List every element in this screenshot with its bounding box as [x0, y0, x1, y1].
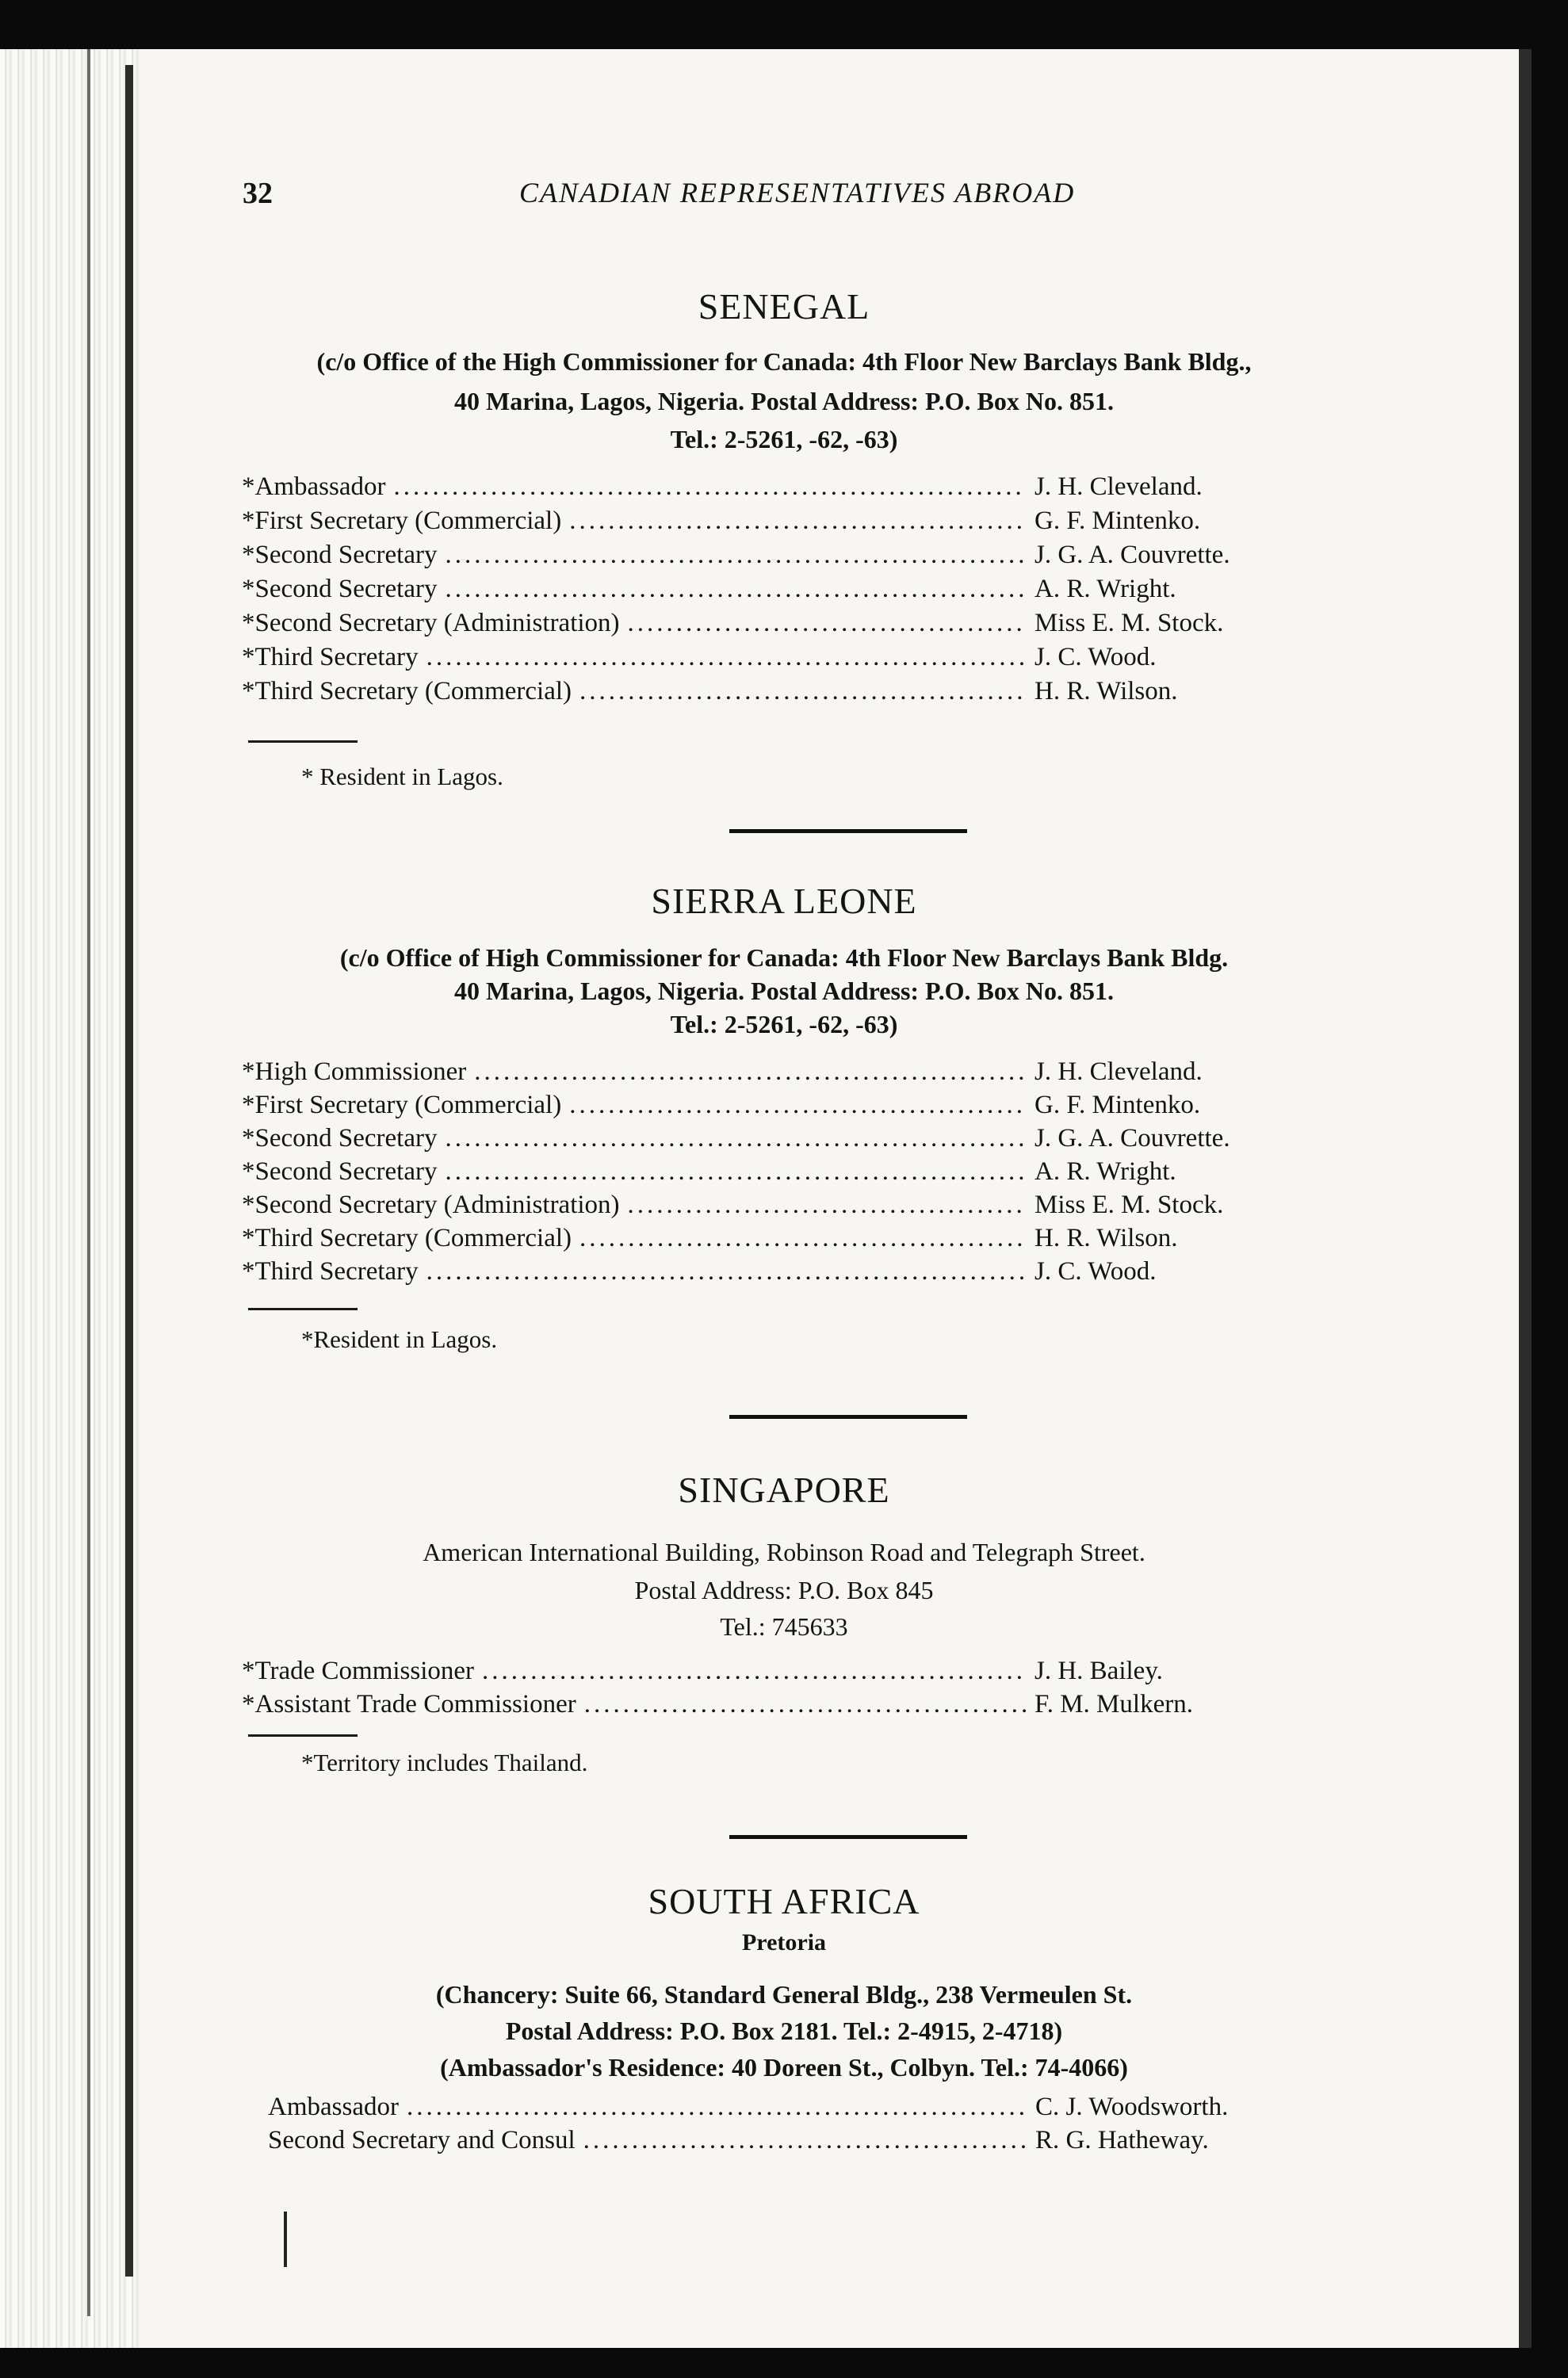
person-name: Miss E. M. Stock. [1034, 1191, 1224, 1219]
leader-dots [474, 1057, 1027, 1087]
singapore-footnote: *Territory includes Thailand. [301, 1749, 588, 1776]
position: Second Secretary and Consul [268, 2126, 576, 2154]
senegal-staff-row [242, 677, 1296, 710]
section-separator [729, 829, 967, 833]
person-name: Miss E. M. Stock. [1034, 609, 1224, 637]
person-name: G. F. Mintenko. [1034, 1091, 1201, 1119]
sierra-leone-address-line-2: 40 Marina, Lagos, Nigeria. Postal Address: P.O. Box No. 851. [453, 977, 1114, 1005]
south-africa-address-line-3: (Ambassador's Residence: 40 Doreen St., Colbyn. Tel.: 74-4066) [440, 2053, 1128, 2082]
sierra-leone-staff-row [242, 1057, 1296, 1091]
sierra-leone-staff-row [242, 1257, 1296, 1290]
leader-dots [426, 1257, 1027, 1286]
leader-dots [628, 609, 1027, 638]
singapore-address-line-3: Tel.: 745633 [720, 1612, 848, 1641]
position: *Second Secretary [242, 575, 438, 603]
position: *Third Secretary [242, 1257, 419, 1286]
singapore-staff-row [242, 1657, 1296, 1690]
sierra-leone-staff-row [242, 1091, 1296, 1124]
singapore-address-line-1: American International Building, Robinson Road and Telegraph Street. [423, 1538, 1145, 1566]
position: *Second Secretary [242, 1157, 438, 1186]
footnote-rule [248, 740, 358, 743]
sierra-leone-staff-row [242, 1157, 1296, 1191]
person-name: A. R. Wright. [1034, 575, 1176, 603]
position: *Second Secretary [242, 1124, 438, 1153]
sierra-leone-staff-row [242, 1124, 1296, 1157]
position: *Second Secretary (Administration) [242, 609, 620, 637]
leader-dots [446, 541, 1027, 570]
leader-dots [569, 507, 1027, 536]
section-title-singapore: SINGAPORE [678, 1470, 890, 1510]
page-number: 32 [243, 177, 273, 210]
footnote-rule [248, 1308, 358, 1310]
senegal-staff-row [242, 643, 1296, 676]
position: *Assistant Trade Commissioner [242, 1690, 576, 1719]
senegal-staff-row [242, 609, 1296, 642]
position: *Second Secretary (Administration) [242, 1191, 620, 1219]
leader-dots [407, 2093, 1027, 2122]
person-name: J. C. Wood. [1034, 643, 1157, 671]
person-name: J. H. Cleveland. [1034, 472, 1203, 501]
position: *Third Secretary (Commercial) [242, 1224, 572, 1252]
section-separator [729, 1415, 967, 1419]
sierra-leone-staff-row [242, 1224, 1296, 1257]
south-africa-city: Pretoria [741, 1929, 827, 1956]
position: *Ambassador [242, 472, 386, 501]
leader-dots [584, 1690, 1027, 1719]
person-name: J. H. Bailey. [1034, 1657, 1163, 1685]
south-africa-address-line-2: Postal Address: P.O. Box 2181. Tel.: 2-4915, 2-4718) [505, 2017, 1063, 2045]
person-name: J. H. Cleveland. [1034, 1057, 1203, 1086]
scan-mark [284, 2212, 287, 2267]
leader-dots [446, 575, 1027, 604]
sierra-leone-address-line-1: (c/o Office of High Commissioner for Canada: 4th Floor New Barclays Bank Bldg. [339, 943, 1229, 972]
person-name: H. R. Wilson. [1034, 677, 1178, 705]
leader-dots [393, 472, 1027, 502]
leader-dots [446, 1157, 1027, 1187]
running-head: CANADIAN REPRESENTATIVES ABROAD [519, 177, 1076, 208]
person-name: R. G. Hatheway. [1035, 2126, 1209, 2154]
singapore-staff-row [242, 1690, 1296, 1723]
section-separator [729, 1835, 967, 1839]
section-title-south-africa: SOUTH AFRICA [648, 1881, 920, 1921]
senegal-staff-row [242, 507, 1296, 540]
sierra-leone-footnote: *Resident in Lagos. [301, 1325, 498, 1353]
position: *Third Secretary [242, 643, 419, 671]
senegal-address-line-3: Tel.: 2-5261, -62, -63) [670, 425, 898, 453]
position: *Third Secretary (Commercial) [242, 677, 572, 705]
sierra-leone-address-line-3: Tel.: 2-5261, -62, -63) [670, 1010, 898, 1038]
person-name: C. J. Woodsworth. [1035, 2093, 1229, 2121]
senegal-staff-row [242, 575, 1296, 608]
leader-dots [482, 1657, 1027, 1686]
position: *Trade Commissioner [242, 1657, 475, 1685]
person-name: F. M. Mulkern. [1034, 1690, 1193, 1719]
section-title-sierra-leone: SIERRA LEONE [651, 881, 917, 921]
person-name: J. G. A. Couvrette. [1034, 1124, 1230, 1153]
footnote-rule [248, 1734, 358, 1737]
person-name: A. R. Wright. [1034, 1157, 1176, 1186]
section-title-senegal: SENEGAL [698, 286, 870, 327]
leader-dots [579, 1224, 1027, 1253]
south-africa-staff-row [268, 2093, 1297, 2126]
south-africa-staff-row [268, 2126, 1297, 2159]
person-name: J. G. A. Couvrette. [1034, 541, 1230, 569]
senegal-staff-row [242, 541, 1296, 574]
senegal-address-line-1: (c/o Office of the High Commissioner for Canada: 4th Floor New Barclays Bank Bldg., [316, 347, 1252, 376]
leader-dots [628, 1191, 1027, 1220]
leader-dots [583, 2126, 1027, 2155]
leader-dots [446, 1124, 1027, 1153]
singapore-address-line-2: Postal Address: P.O. Box 845 [634, 1576, 934, 1604]
position: *First Secretary (Commercial) [242, 1091, 562, 1119]
senegal-footnote: * Resident in Lagos. [301, 763, 503, 790]
person-name: G. F. Mintenko. [1034, 507, 1201, 535]
person-name: J. C. Wood. [1034, 1257, 1157, 1286]
senegal-staff-row [242, 472, 1296, 506]
position: Ambassador [268, 2093, 399, 2121]
position: *Second Secretary [242, 541, 438, 569]
leader-dots [579, 677, 1027, 706]
leader-dots [569, 1091, 1027, 1120]
senegal-address-line-2: 40 Marina, Lagos, Nigeria. Postal Address: P.O. Box No. 851. [453, 387, 1114, 415]
person-name: H. R. Wilson. [1034, 1224, 1178, 1252]
sierra-leone-staff-row [242, 1191, 1296, 1224]
position: *High Commissioner [242, 1057, 467, 1086]
position: *First Secretary (Commercial) [242, 507, 562, 535]
leader-dots [426, 643, 1027, 672]
south-africa-address-line-1: (Chancery: Suite 66, Standard General Bldg., 238 Vermeulen St. [435, 1980, 1133, 2009]
